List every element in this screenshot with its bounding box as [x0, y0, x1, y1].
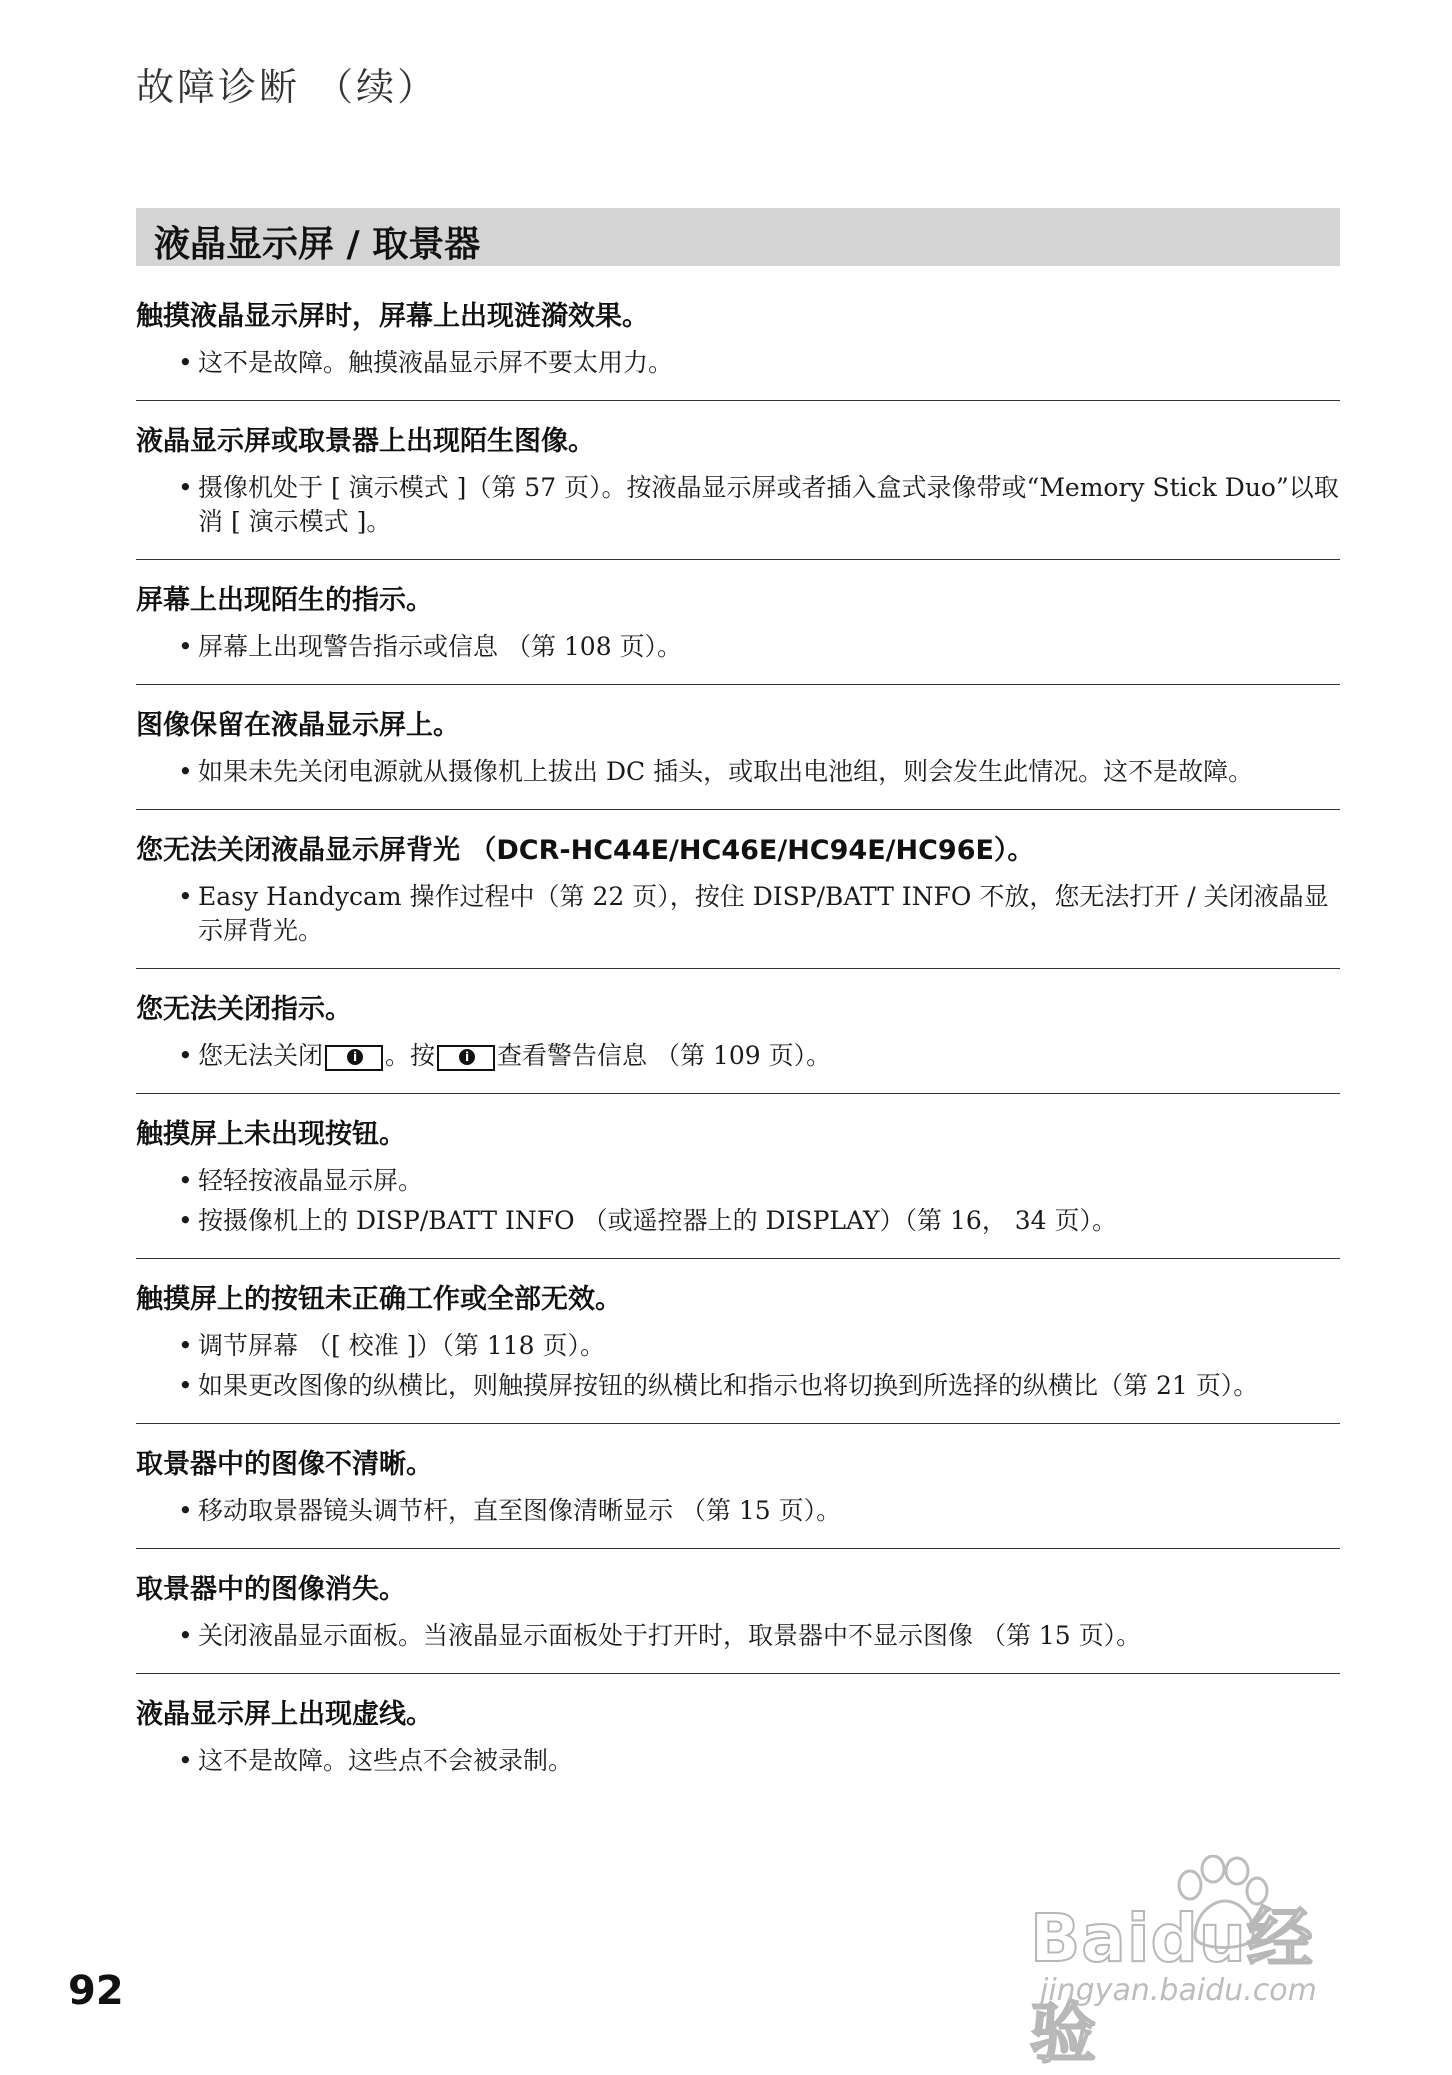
trouble-item-title: 触摸屏上未出现按钮。 — [136, 1119, 406, 1150]
bullet-point — [178, 1619, 1340, 1653]
bullet-dot: • — [178, 348, 193, 377]
trouble-item-title: 液晶显示屏上出现虚线。 — [136, 1699, 433, 1730]
bullet-text: 按摄像机上的 DISP/BATT INFO （或遥控器上的 DISPLAY）（第 16， 34 页）。 — [198, 1206, 1118, 1235]
watermark-url: jingyan.baidu.com — [1040, 1973, 1317, 2008]
info-key-icon — [437, 1045, 495, 1071]
trouble-item — [136, 968, 1340, 1093]
bullet-text-part: 。按 — [385, 1041, 436, 1070]
bullet-dot: • — [178, 882, 193, 911]
section-header-bar — [136, 208, 1340, 266]
trouble-item-bullets — [136, 630, 1340, 664]
troubleshooting-list — [136, 290, 1340, 1798]
info-key-icon — [325, 1045, 383, 1071]
trouble-item-bullets — [136, 1494, 1340, 1528]
bullet-point — [178, 755, 1340, 789]
bullet-text: Easy Handycam 操作过程中（第 22 页），按住 DISP/BATT INFO 不放，您无法打开 / 关闭液晶显示屏背光。 — [198, 882, 1329, 945]
trouble-item — [136, 1548, 1340, 1673]
trouble-item — [136, 684, 1340, 809]
trouble-item-title: 液晶显示屏或取景器上出现陌生图像。 — [136, 426, 595, 457]
bullet-dot: • — [178, 1621, 193, 1650]
bullet-dot: • — [178, 1206, 193, 1235]
trouble-item-title: 取景器中的图像消失。 — [136, 1574, 406, 1605]
trouble-item-bullets — [136, 880, 1340, 948]
bullet-text: 关闭液晶显示面板。当液晶显示面板处于打开时，取景器中不显示图像 （第 15 页）。 — [198, 1621, 1142, 1650]
bullet-point — [178, 1369, 1340, 1403]
info-circle-icon: i — [347, 1049, 363, 1065]
bullet-point — [178, 630, 1340, 664]
trouble-item-title: 您无法关闭指示。 — [136, 994, 352, 1025]
trouble-item-title: 图像保留在液晶显示屏上。 — [136, 710, 460, 741]
bullet-text: 屏幕上出现警告指示或信息 （第 108 页）。 — [198, 632, 683, 661]
baidu-watermark — [1030, 1845, 1370, 2072]
trouble-item-bullets — [136, 755, 1340, 789]
trouble-item-bullets — [136, 471, 1340, 539]
bullet-point — [178, 471, 1340, 539]
trouble-item-bullets — [136, 346, 1340, 380]
bullet-dot: • — [178, 1746, 193, 1775]
bullet-point — [178, 1494, 1340, 1528]
bullet-text: 移动取景器镜头调节杆，直至图像清晰显示 （第 15 页）。 — [198, 1496, 842, 1525]
trouble-item-bullets — [136, 1039, 1340, 1073]
bullet-text-part: 查看警告信息 （第 109 页）。 — [497, 1041, 832, 1070]
bullet-text: 摄像机处于 [ 演示模式 ]（第 57 页）。按液晶显示屏或者插入盒式录像带或“Memory Stick Duo”以取消 [ 演示模式 ]。 — [198, 473, 1339, 536]
bullet-dot: • — [178, 473, 193, 502]
bullet-point — [178, 346, 1340, 380]
watermark-brand: Baidu经验 — [1030, 1900, 1314, 2072]
trouble-item — [136, 1673, 1340, 1798]
bullet-dot: • — [178, 1041, 193, 1070]
bullet-point — [178, 1039, 1340, 1073]
page-number: 92 — [68, 1968, 124, 2014]
trouble-item — [136, 1423, 1340, 1548]
bullet-dot: • — [178, 632, 193, 661]
trouble-item — [136, 1258, 1340, 1423]
info-circle-icon: i — [459, 1049, 475, 1065]
bullet-dot: • — [178, 1166, 193, 1195]
trouble-item-bullets — [136, 1329, 1340, 1403]
trouble-item-bullets — [136, 1619, 1340, 1653]
bullet-point — [178, 1164, 1340, 1198]
bullet-text: 如果未先关闭电源就从摄像机上拔出 DC 插头，或取出电池组，则会发生此情况。这不是故障。 — [198, 757, 1254, 786]
bullet-dot: • — [178, 1496, 193, 1525]
trouble-item — [136, 290, 1340, 400]
bullet-text: 如果更改图像的纵横比，则触摸屏按钮的纵横比和指示也将切换到所选择的纵横比（第 21 页）。 — [198, 1371, 1259, 1400]
bullet-text: 轻轻按液晶显示屏。 — [198, 1166, 424, 1195]
bullet-dot: • — [178, 1331, 193, 1360]
bullet-text-part: 您无法关闭 — [198, 1041, 324, 1070]
trouble-item — [136, 559, 1340, 684]
section-title: 液晶显示屏 / 取景器 — [154, 224, 481, 265]
bullet-point — [178, 1744, 1340, 1778]
page-header-title: 故障诊断 （续） — [136, 65, 439, 109]
trouble-item — [136, 809, 1340, 968]
bullet-point — [178, 880, 1340, 948]
trouble-item-bullets — [136, 1744, 1340, 1778]
trouble-item-title: 屏幕上出现陌生的指示。 — [136, 585, 433, 616]
bullet-point — [178, 1204, 1340, 1238]
trouble-item — [136, 400, 1340, 559]
trouble-item-bullets — [136, 1164, 1340, 1238]
bullet-point — [178, 1329, 1340, 1363]
bullet-dot: • — [178, 757, 193, 786]
trouble-item-title: 触摸屏上的按钮未正确工作或全部无效。 — [136, 1284, 622, 1315]
bullet-dot: • — [178, 1371, 193, 1400]
trouble-item-title: 触摸液晶显示屏时，屏幕上出现涟漪效果。 — [136, 301, 649, 332]
trouble-item-title: 您无法关闭液晶显示屏背光 （DCR-HC44E/HC46E/HC94E/HC96E）。 — [136, 835, 1035, 866]
bullet-text: 这不是故障。触摸液晶显示屏不要太用力。 — [198, 348, 674, 377]
bullet-text: 调节屏幕 （[ 校准 ]）（第 118 页）。 — [198, 1331, 605, 1360]
trouble-item — [136, 1093, 1340, 1258]
trouble-item-title: 取景器中的图像不清晰。 — [136, 1449, 433, 1480]
bullet-text: 这不是故障。这些点不会被录制。 — [198, 1746, 574, 1775]
